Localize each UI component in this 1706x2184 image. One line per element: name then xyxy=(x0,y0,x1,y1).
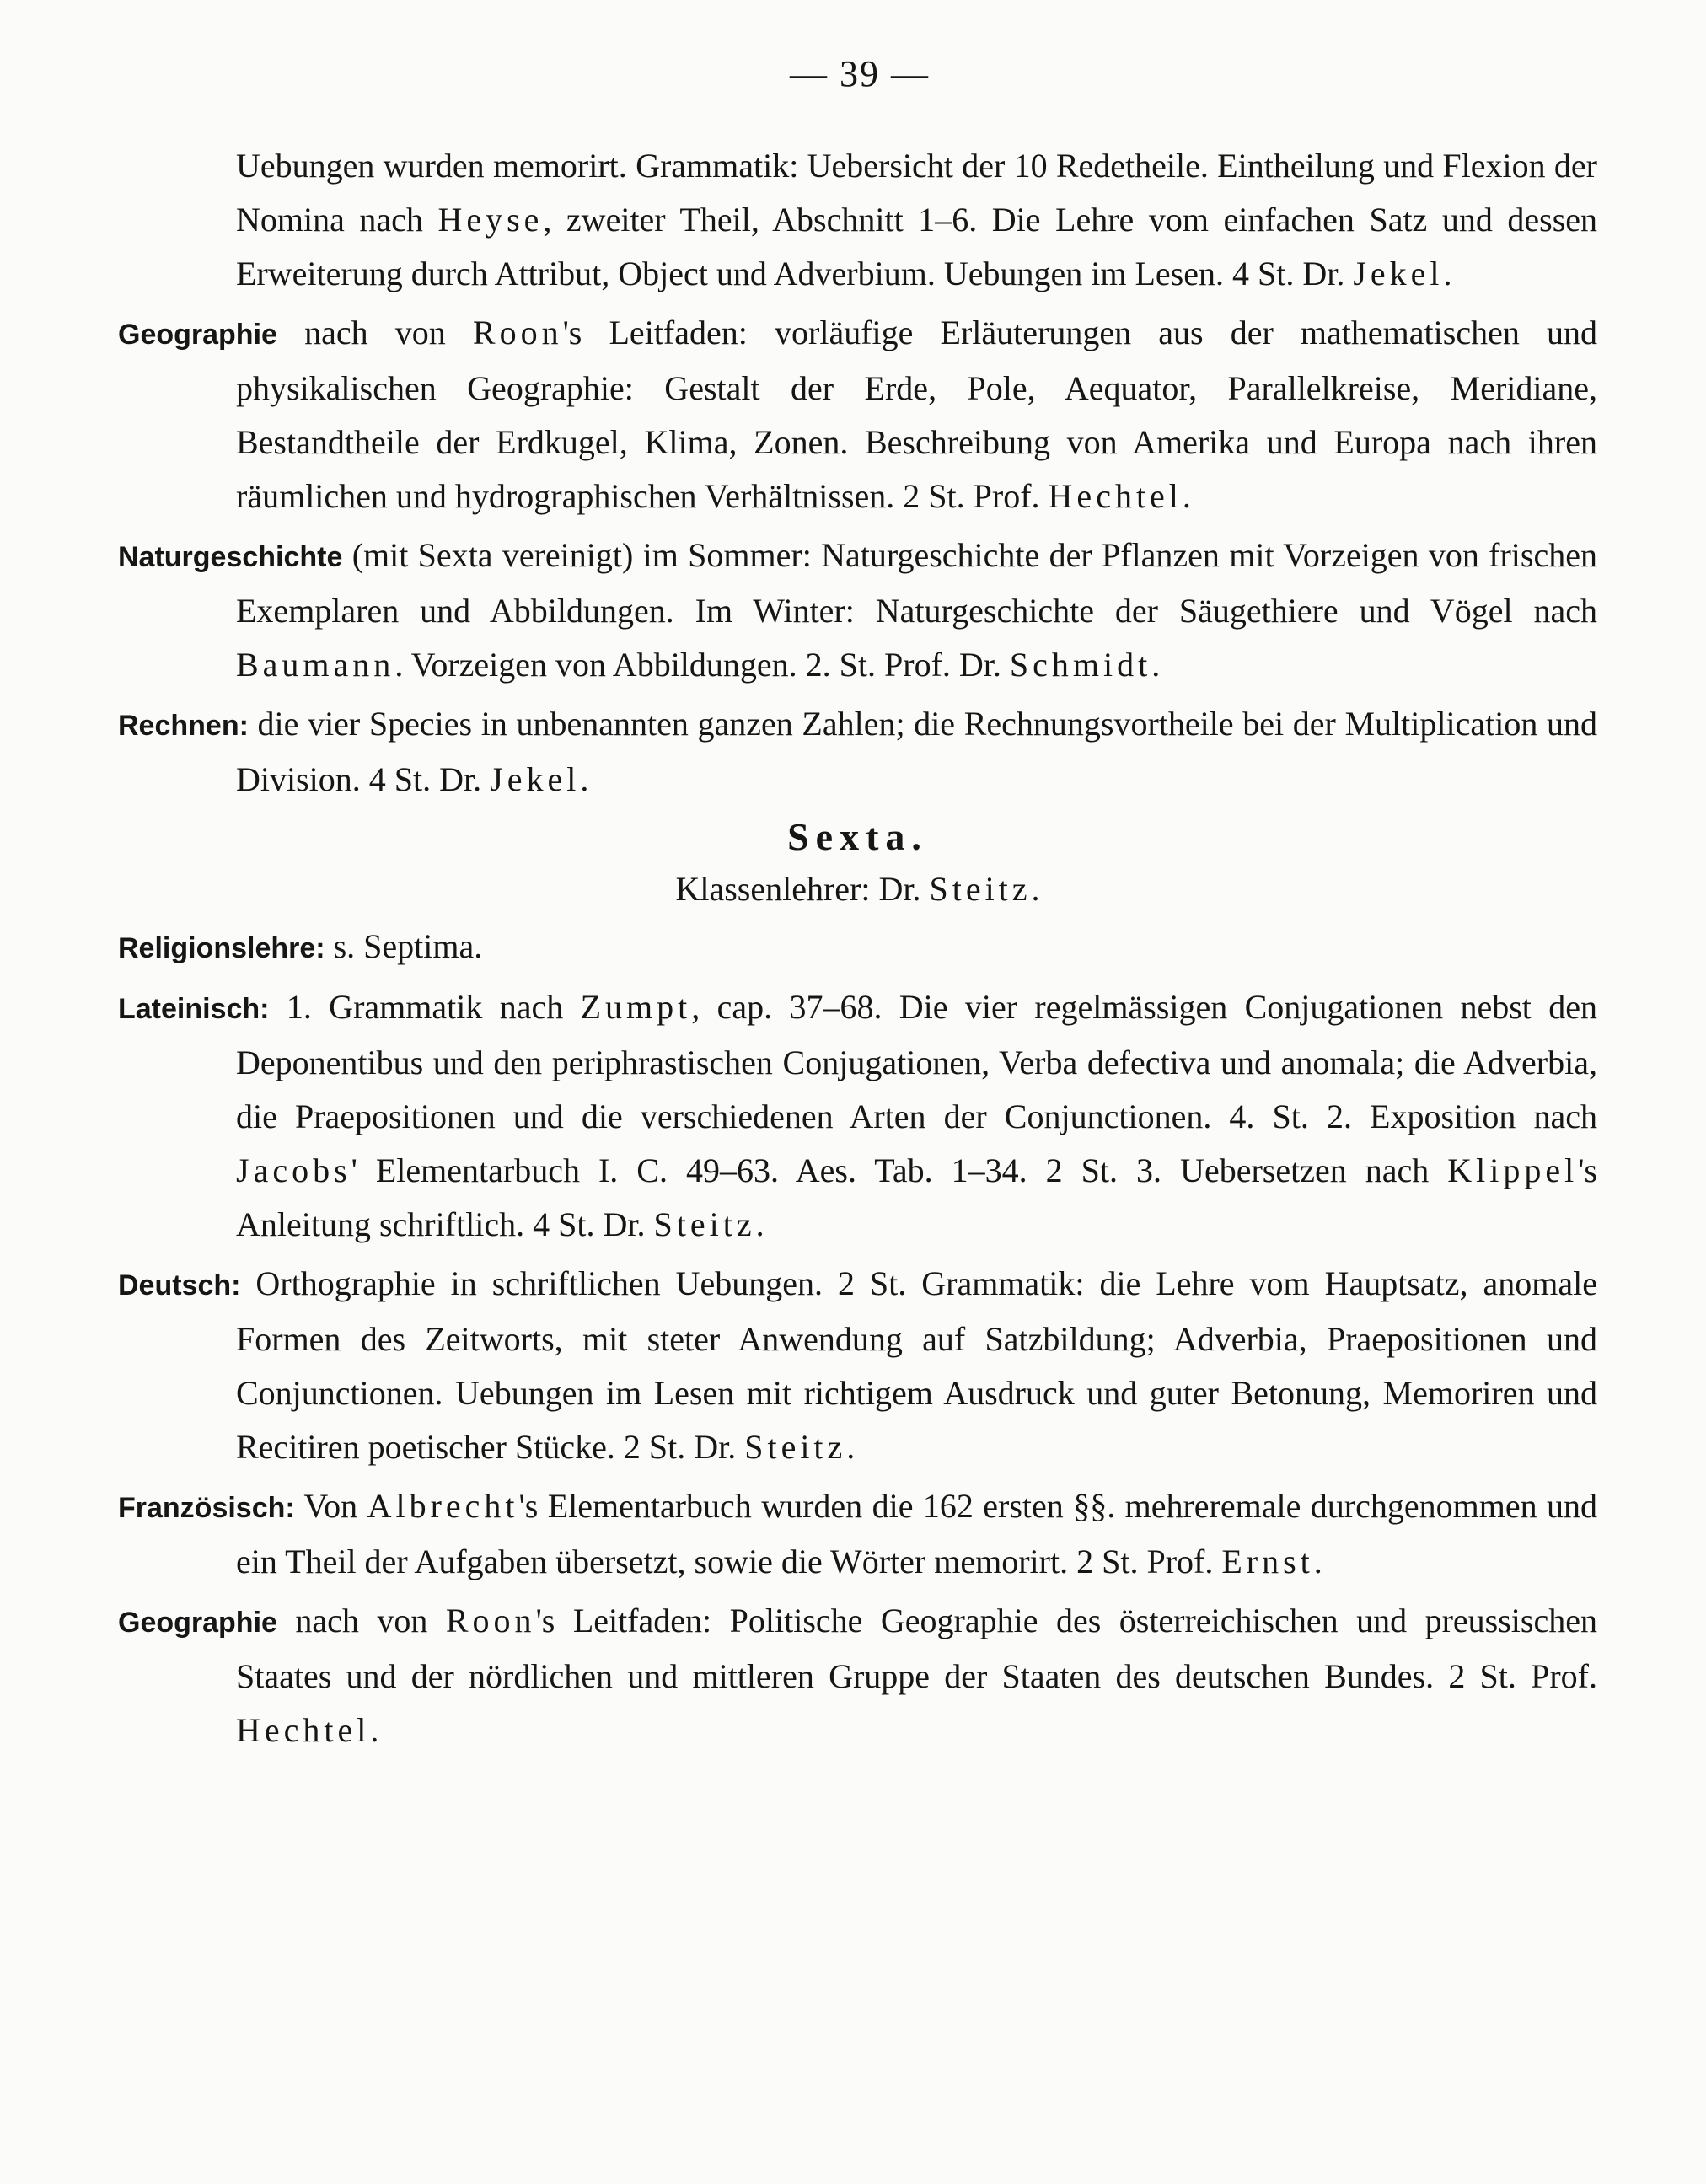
deutsch-entry xyxy=(118,1257,1597,1474)
subject-heading: Deutsch: xyxy=(118,1269,241,1301)
entry-text: . xyxy=(580,760,589,798)
author-name: Baumann xyxy=(236,646,395,684)
entry-text: . Vorzeigen von Abbildungen. 2. St. Prof. Dr. xyxy=(394,646,1010,684)
entry-text: nach von xyxy=(276,1602,446,1639)
author-name: Roon xyxy=(445,1602,536,1639)
intro-name-1: Heyse xyxy=(437,201,544,239)
teacher-name: Hechtel xyxy=(236,1711,371,1749)
subject-heading: Religionslehre: xyxy=(118,932,325,964)
entry-text: nach von xyxy=(276,314,473,351)
entry-text: 's Elementarbuch wurden die 162 ersten §§. mehreremale durchgenommen und ein Theil der Aufgaben übersetzt, sowie die Wörter memorirt. 2 St. Prof. xyxy=(236,1487,1598,1580)
class-teacher-end: . xyxy=(1031,870,1040,908)
geographie-entry-1 xyxy=(118,306,1597,523)
entry-text: die vier Species in unbenannten ganzen Zahlen; die Rechnungsvortheile bei der Multiplication und Division. 4 St. Dr. xyxy=(236,705,1597,798)
class-teacher-label: Klassenlehrer: Dr. xyxy=(675,870,930,908)
subject-heading: Rechnen: xyxy=(118,710,249,742)
teacher-name: Hechtel xyxy=(1048,477,1183,515)
teacher-name: Ernst xyxy=(1221,1543,1314,1580)
entry-text: 's Leitfaden: Politische Geographie des österreichischen und preussischen Staates und der nördlichen und mittleren Gruppe der Staaten des deutschen Bundes. 2 St. Prof. xyxy=(236,1602,1597,1695)
entry-text: 's Leitfaden: vorläufige Erläuterungen aus der mathematischen und physikalischen Geographie: Gestalt der Erde, Pole, Aequator, Parallelkreise, Meridiane, Bestandtheile der Erdkugel, Klima, Zonen. Beschreibung von Amerika und Europa nach ihren räumlichen und hydrographischen Verhältnissen. 2 St. Prof. xyxy=(236,314,1597,515)
intro-name-2: Jekel xyxy=(1353,255,1444,292)
entry-text: 1. Grammatik nach xyxy=(269,988,581,1026)
subject-heading: Geographie xyxy=(118,319,277,351)
teacher-name: Steitz xyxy=(744,1428,847,1466)
teacher-name: Schmidt xyxy=(1009,646,1152,684)
author-name: Albrecht xyxy=(367,1487,519,1525)
entry-text: . xyxy=(1313,1543,1322,1580)
entry-text: Von xyxy=(294,1487,367,1525)
entry-text: Orthographie in schriftlichen Uebungen. 2 St. Grammatik: die Lehre vom Hauptsatz, anomale Formen des Zeitworts, mit steter Anwendung auf Satzbildung; Adverbia, Praepositionen und Conjunctionen. Uebungen im Lesen mit richtigem Ausdruck und guter Betonung, Memoriren und Recitiren poetischer Stücke. 2 St. Dr. xyxy=(236,1264,1597,1466)
entry-text: ' Elementarbuch I. C. 49–63. Aes. Tab. 1–34. 2 St. 3. Uebersetzen nach xyxy=(351,1151,1448,1189)
intro-text-2: , zweiter Theil, Abschnitt 1–6. Die Lehre vom einfachen Satz und dessen Erweiterung durch Attribut, Object und Adverbium. Uebungen im Lesen. 4 St. Dr. xyxy=(236,201,1598,292)
entry-text: , cap. 37–68. Die vier regelmässigen Conjugationen nebst den Deponentibus und den periphrastischen Conjugationen, Verba defectiva und anomala; die Adverbia, die Praepositionen und die verschiedenen Arten der Conjunctionen. 4. St. 2. Exposition nach xyxy=(236,988,1597,1135)
entry-text: . xyxy=(755,1205,764,1243)
franzoesisch-entry xyxy=(118,1479,1597,1589)
intro-text-1: Uebungen wurden memorirt. Grammatik: Uebersicht der 10 Redetheile. Eintheilung und Flexion der Nomina nach xyxy=(236,147,1597,239)
teacher-name: Jekel xyxy=(490,760,581,798)
class-teacher-line xyxy=(118,862,1597,916)
author-name: Roon xyxy=(472,314,563,351)
entry-text: (mit Sexta vereinigt) im Sommer: Naturgeschichte der Pflanzen mit Vorzeigen von frischen Exemplaren und Abbildungen. Im Winter: Naturgeschichte der Säugethiere und Vögel nach xyxy=(236,536,1597,630)
section-title: Sexta. xyxy=(787,815,928,858)
subject-heading: Lateinisch: xyxy=(118,993,270,1025)
entry-text: . xyxy=(370,1711,379,1749)
religionslehre-entry xyxy=(118,920,1597,975)
page-content xyxy=(118,139,1597,1763)
intro-text-3: . xyxy=(1443,255,1452,292)
entry-text: s. Septima. xyxy=(325,927,483,965)
teacher-name: Steitz xyxy=(653,1205,756,1243)
class-teacher-name: Steitz xyxy=(929,870,1032,908)
entry-text: 's Anleitung schriftlich. 4 St. Dr. xyxy=(236,1151,1597,1243)
subject-heading: Naturgeschichte xyxy=(118,541,343,573)
rechnen-entry xyxy=(118,697,1597,807)
author-name: Jacobs xyxy=(236,1151,351,1189)
author-name: Zumpt xyxy=(580,988,692,1026)
subject-heading: Französisch: xyxy=(118,1492,295,1524)
subject-heading: Geographie xyxy=(118,1607,277,1639)
entry-text: . xyxy=(846,1428,856,1466)
entry-text: . xyxy=(1182,477,1191,515)
page-number: — 39 — xyxy=(790,53,930,94)
entry-text: . xyxy=(1151,646,1161,684)
lateinisch-entry xyxy=(118,980,1597,1252)
author-name: Klippel xyxy=(1447,1151,1579,1189)
intro-paragraph xyxy=(118,139,1597,301)
geographie-entry-2 xyxy=(118,1594,1597,1757)
naturgeschichte-entry xyxy=(118,529,1597,692)
